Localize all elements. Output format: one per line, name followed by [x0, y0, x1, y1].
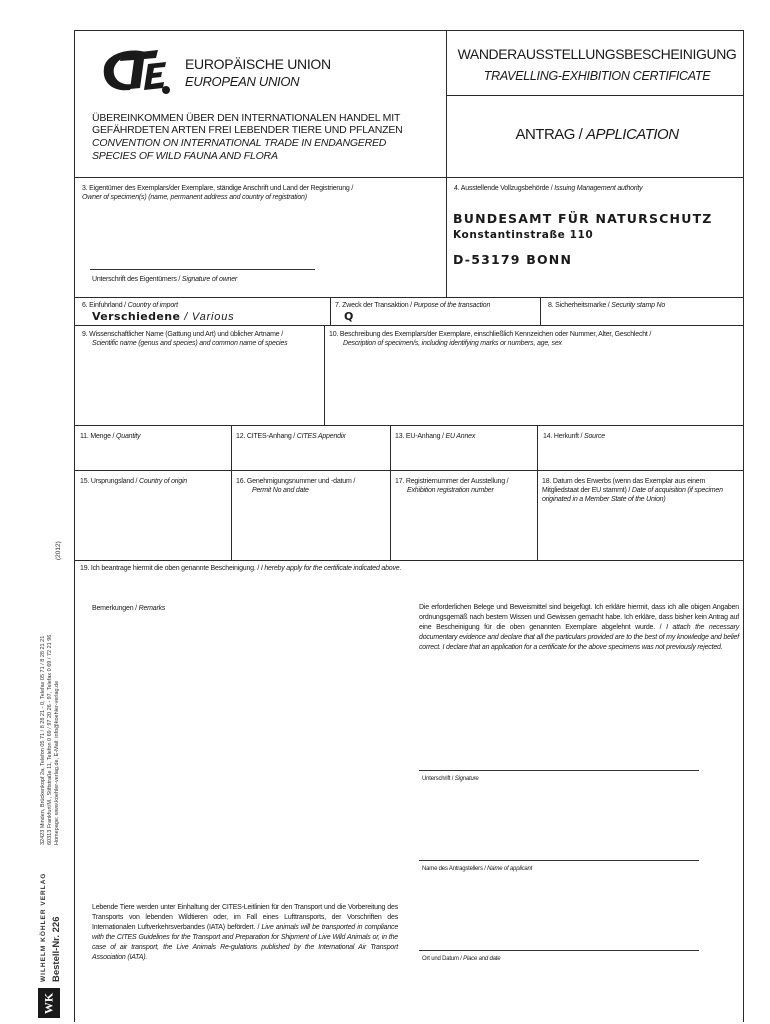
remarks-label	[92, 604, 165, 613]
field-12-label-en: CITES Appendix	[296, 433, 346, 440]
field-18-label	[542, 477, 740, 504]
field-6-label-de: 6. Einfuhrland /	[82, 302, 128, 309]
remarks-label-de: Bemerkungen /	[92, 605, 139, 612]
applicant-name-label-en: Name of applicant	[487, 866, 533, 872]
field-15-label-en: Country of origin	[139, 478, 188, 485]
field-7[interactable]	[330, 297, 540, 325]
declaration-text	[419, 603, 739, 653]
place-date-label	[422, 955, 500, 964]
field-17-label-en: Exhibition registration number	[407, 487, 494, 494]
import-country-value-en: / Various	[180, 311, 235, 323]
field-7-label-en: Purpose of the transaction	[413, 302, 491, 309]
field-14[interactable]	[537, 425, 744, 470]
applicant-name-line	[419, 860, 699, 861]
import-country-value	[92, 310, 234, 323]
field-3-label	[82, 184, 432, 202]
field-11[interactable]	[74, 425, 231, 470]
field-3-label-en: Owner of specimen(s) (name, permanent address and country of registration)	[82, 194, 307, 201]
field-13-label	[395, 432, 475, 441]
eu-title-de: EUROPÄISCHE UNION	[185, 56, 331, 72]
application-title-en: APPLICATION	[585, 126, 679, 143]
field-13-label-en: EU Annex	[445, 433, 476, 440]
field-11-label	[80, 432, 140, 441]
field-4-label-de: 4. Ausstellende Vollzugsbehörde /	[454, 185, 555, 192]
declaration-text-en: I attach the necessary documentary evidence and declare that all the particulars provided are to the best of my knowledge and belief correct. I declare that an application for a certificate for the above specimens was not previously rejected.	[419, 624, 739, 651]
owner-signature-line	[90, 269, 315, 270]
field-18[interactable]	[537, 470, 744, 560]
signature-label-de: Unterschrift /	[422, 776, 455, 782]
live-animals-note-en: Live animals will be transported in compliance with the CITES Guidelines for the Transport and Preparation for Shipment of Live Wild Animals or, in the case of air transport, the Live Animals Re-gulations published by the International Air Transport Association (IATA).	[92, 924, 399, 961]
field-16-label-en: Permit No and date	[252, 487, 309, 494]
field-15-label	[80, 477, 187, 486]
field-14-label-de: 14. Herkunft /	[543, 433, 584, 440]
remarks-input-area[interactable]	[90, 616, 400, 856]
signature-input[interactable]	[419, 720, 699, 768]
live-animals-note	[92, 903, 398, 963]
field-9-label-de: 9. Wissenschaftlicher Name (Gattung und Art) und üblicher Artname /	[82, 331, 283, 338]
field-12[interactable]	[231, 425, 390, 470]
field-3-label-de: 3. Eigentümer des Exemplars/der Exemplare, ständige Anschrift und Land der Registrierung /	[82, 185, 354, 192]
applicant-name-label-de: Name des Antragstellers /	[422, 866, 488, 872]
field-8-label-de: 8. Sicherheitsmarke /	[548, 302, 612, 309]
field-8-label	[548, 301, 665, 310]
field-16-label	[236, 477, 386, 495]
field-17[interactable]	[390, 470, 537, 560]
publisher-name: WILHELM KÖHLER VERLAG	[40, 872, 47, 982]
applicant-name-input[interactable]	[419, 810, 699, 858]
field-18-label-en: Date of acquisition (if specimen originated in a Member State of the Union)	[542, 487, 723, 503]
import-country-value-de: Verschiedene	[92, 310, 181, 323]
cites-logo	[96, 44, 174, 96]
order-number: Bestell-Nr. 226	[51, 916, 62, 982]
certificate-title-de: WANDERAUSSTELLUNGSBESCHEINIGUNG	[457, 46, 737, 62]
signature-label-en: Signature	[454, 776, 479, 782]
authority-street: Konstantinstraße 110	[453, 229, 594, 241]
field-16[interactable]	[231, 470, 390, 560]
field-7-label-de: 7. Zweck der Transaktion /	[335, 302, 414, 309]
field-19-label	[80, 564, 401, 573]
field-10-label-en: Description of specimen/s, including identifying marks or numbers, age, sex	[343, 340, 562, 347]
place-date-label-en: Place and date	[463, 956, 501, 962]
field-10-label-de: 10. Beschreibung des Exemplars/der Exemplare, einschließlich Kennzeichen oder Nummer, Alter, Geschlecht /	[329, 331, 652, 338]
authority-name: BUNDESAMT FÜR NATURSCHUTZ	[453, 211, 713, 226]
field-12-label-de: 12. CITES-Anhang /	[236, 433, 297, 440]
declaration-text-de: Die erforderlichen Belege und Beweismittel sind beigefügt. Ich erkläre hiermit, dass ich alle obigen Angaben ordnungsgemäß nach bestem Wissen und Gewissen gemacht habe. Ich erkläre, dass bisher kein Antrag auf eine Bescheinigung für die oben genannten Exemplare abgelehnt wurde. /	[419, 604, 739, 631]
field-9[interactable]	[74, 325, 324, 425]
field-6-label	[82, 301, 178, 310]
publisher-logo-text: WK	[41, 992, 56, 1015]
field-15[interactable]	[74, 470, 231, 560]
field-12-label	[236, 432, 346, 441]
place-date-input[interactable]	[419, 900, 699, 948]
field-17-label-de: 17. Registriernummer der Ausstellung /	[395, 478, 509, 485]
field-18-label-de: 18. Datum des Erwerbs (wenn das Exemplar aus einem Mitgliedstaat der EU stammt) /	[542, 478, 706, 494]
field-6[interactable]	[74, 297, 330, 325]
live-animals-note-de: Lebende Tiere werden unter Einhaltung der CITES-Leitlinien für den Transport und die Vorbereitung des Transports von lebenden Wildtieren oder, im Fall eines Lufttransports, der Vorschriften des Internationalen Luftverkehrsverbandes (IATA) befördert. /	[92, 904, 398, 931]
publisher-logo	[38, 988, 60, 1018]
field-11-label-en: Quantity	[116, 433, 141, 440]
field-6-label-en: Country of import	[127, 302, 178, 309]
owner-signature-label-en: Signature of owner	[181, 276, 238, 283]
signature-label	[422, 775, 479, 784]
applicant-name-label	[422, 865, 532, 874]
field-14-label-en: Source	[583, 433, 605, 440]
remarks-label-en: Remarks	[138, 605, 166, 612]
purpose-value: Q	[344, 310, 355, 323]
field-14-label	[543, 432, 605, 441]
field-4-label-en: Issuing Management authority	[554, 185, 643, 192]
field-7-label	[335, 301, 490, 310]
field-19-label-en: I hereby apply for the certificate indicated above.	[260, 565, 402, 572]
place-date-label-de: Ort und Datum /	[422, 956, 464, 962]
eu-title-en: EUROPEAN UNION	[185, 74, 300, 89]
field-8[interactable]	[540, 297, 744, 325]
application-title-de: ANTRAG /	[515, 126, 586, 143]
application-title	[452, 126, 742, 143]
publisher-address-1: 32423 Minden, Brückenkopf 2a, Telefon 05 71 / 8 28 21 - 0, Telefax 05 71 / 8 28 21 21	[40, 635, 46, 845]
form-year: (2012)	[55, 541, 62, 560]
signature-line	[419, 770, 699, 771]
publisher-address-3: Homepage: www.koehler-verlag.de, E-Mail: info@koehler-verlag.de	[54, 680, 60, 845]
field-13-label-de: 13. EU-Anhang /	[395, 433, 446, 440]
field-11-label-de: 11. Menge /	[80, 433, 116, 440]
owner-signature-label	[92, 275, 237, 284]
owner-signature-label-de: Unterschrift des Eigentümers /	[92, 276, 182, 283]
field-9-label-en: Scientific name (genus and species) and common name of species	[92, 340, 288, 347]
field-17-label	[395, 477, 520, 495]
field-19-label-de: 19. Ich beantrage hiermit die oben genannte Bescheinigung. /	[80, 565, 261, 572]
field-16-label-de: 16. Genehmigungsnummer und -datum /	[236, 478, 356, 485]
field-10[interactable]	[324, 325, 744, 425]
field-4-label	[454, 184, 642, 193]
publisher-address-2: 60313 Frankfurt/M., Stiftstraße 11, Telefon 0 69 / 97 20 26 - 97, Telefax 0 69 / 72 21 96	[47, 634, 53, 845]
convention-de: ÜBEREINKOMMEN ÜBER DEN INTERNATIONALEN HANDEL MIT GEFÄHRDETEN ARTEN FREI LEBENDER TIERE UND PFLANZEN	[92, 112, 403, 136]
certificate-title-en: TRAVELLING-EXHIBITION CERTIFICATE	[483, 69, 711, 83]
field-10-label	[329, 330, 739, 348]
owner-input-area[interactable]	[82, 205, 432, 267]
place-date-line	[419, 950, 699, 951]
authority-city: D-53179 BONN	[453, 252, 573, 267]
field-15-label-de: 15. Ursprungsland /	[80, 478, 140, 485]
field-8-label-en: Security stamp No	[611, 302, 666, 309]
field-9-label	[82, 330, 317, 348]
field-13[interactable]	[390, 425, 537, 470]
convention-en: CONVENTION ON INTERNATIONAL TRADE IN ENDANGERED SPECIES OF WILD FAUNA AND FLORA	[92, 137, 387, 162]
